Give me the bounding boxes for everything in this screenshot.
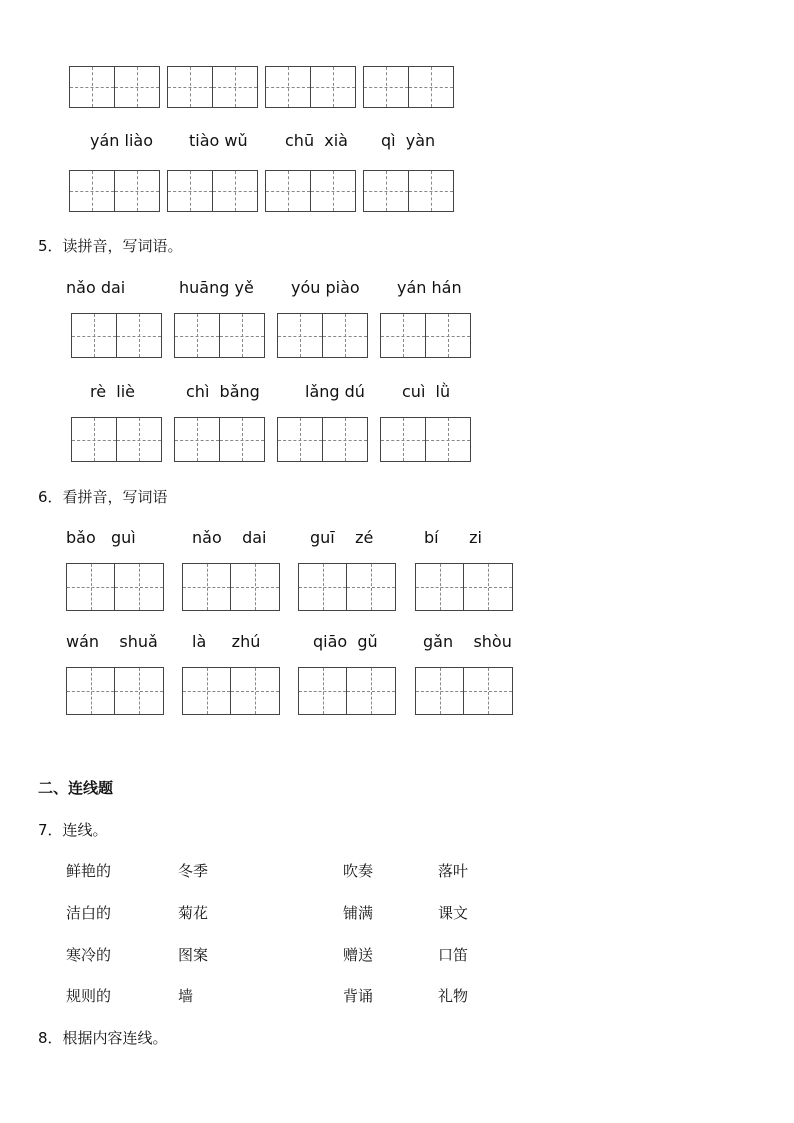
pinyin-label: cuì lǜ [402, 382, 451, 401]
writing-box[interactable] [167, 66, 258, 108]
writing-box[interactable] [174, 417, 265, 462]
pinyin-label: qì yàn [381, 131, 436, 150]
match-word[interactable]: 背诵 [343, 987, 374, 1005]
question-6-title: 6．看拼音，写词语 [38, 488, 168, 506]
writing-box[interactable] [363, 170, 454, 212]
pinyin-label: huāng yě [179, 278, 254, 297]
section-heading: 二、连线题 [38, 779, 114, 797]
question-5-title: 5．读拼音，写词语。 [38, 237, 183, 255]
pinyin-label: qiāo gǔ [313, 632, 378, 651]
match-word[interactable]: 菊花 [178, 904, 209, 922]
writing-box[interactable] [71, 313, 162, 358]
writing-box[interactable] [66, 563, 164, 611]
pinyin-label: yán hán [397, 278, 462, 297]
writing-box[interactable] [415, 563, 513, 611]
match-word[interactable]: 口笛 [438, 946, 469, 964]
pinyin-label: nǎo dai [192, 528, 267, 547]
pinyin-label: gǎn shòu [423, 632, 512, 651]
match-word[interactable]: 礼物 [438, 987, 469, 1005]
pinyin-label: bǎo guì [66, 528, 136, 547]
writing-box[interactable] [167, 170, 258, 212]
pinyin-label: yán liào [90, 131, 153, 150]
writing-box[interactable] [182, 563, 280, 611]
match-word[interactable]: 规则的 [66, 987, 112, 1005]
match-word[interactable]: 铺满 [343, 904, 374, 922]
pinyin-label: nǎo dai [66, 278, 126, 297]
pinyin-label: chū xià [285, 131, 348, 150]
match-word[interactable]: 墙 [178, 987, 194, 1005]
pinyin-label: rè liè [90, 382, 135, 401]
writing-box[interactable] [265, 66, 356, 108]
match-word[interactable]: 图案 [178, 946, 209, 964]
match-word[interactable]: 课文 [438, 904, 469, 922]
pinyin-label: yóu piào [291, 278, 360, 297]
writing-box[interactable] [265, 170, 356, 212]
match-word[interactable]: 洁白的 [66, 904, 112, 922]
writing-box[interactable] [69, 66, 160, 108]
match-word[interactable]: 冬季 [178, 862, 209, 880]
match-word[interactable]: 落叶 [438, 862, 469, 880]
match-word[interactable]: 鲜艳的 [66, 862, 112, 880]
writing-box[interactable] [415, 667, 513, 715]
pinyin-label: wán shuǎ [66, 632, 158, 651]
writing-box[interactable] [298, 563, 396, 611]
writing-box[interactable] [380, 313, 471, 358]
pinyin-label: tiào wǔ [189, 131, 248, 150]
writing-box[interactable] [380, 417, 471, 462]
writing-box[interactable] [363, 66, 454, 108]
question-7-title: 7．连线。 [38, 821, 108, 839]
writing-box[interactable] [69, 170, 160, 212]
pinyin-label: chì bǎng [186, 382, 260, 401]
writing-box[interactable] [298, 667, 396, 715]
writing-box[interactable] [66, 667, 164, 715]
writing-box[interactable] [71, 417, 162, 462]
writing-box[interactable] [174, 313, 265, 358]
pinyin-label: guī zé [310, 528, 374, 547]
pinyin-label: bí zi [424, 528, 482, 547]
pinyin-label: lǎng dú [305, 382, 365, 401]
question-8-title: 8．根据内容连线。 [38, 1029, 168, 1047]
match-word[interactable]: 赠送 [343, 946, 374, 964]
match-word[interactable]: 寒冷的 [66, 946, 112, 964]
pinyin-label: là zhú [192, 632, 261, 651]
writing-box[interactable] [277, 313, 368, 358]
writing-box[interactable] [182, 667, 280, 715]
match-word[interactable]: 吹奏 [343, 862, 374, 880]
writing-box[interactable] [277, 417, 368, 462]
